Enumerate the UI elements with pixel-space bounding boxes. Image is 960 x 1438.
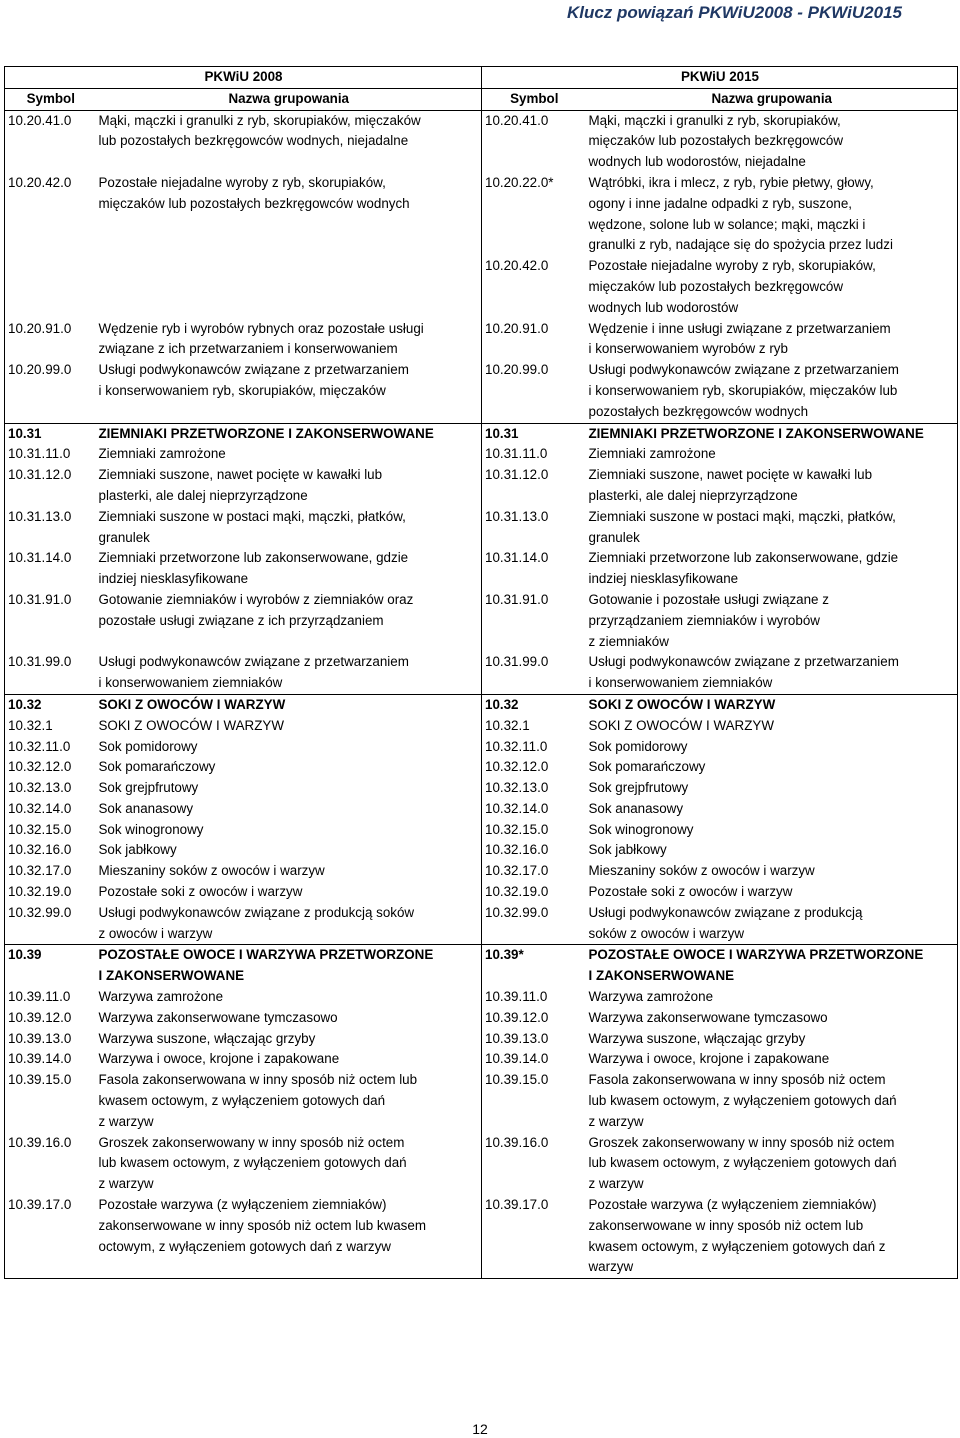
- symbol-2015-cell: 10.39.17.0: [482, 1195, 586, 1279]
- symbol-2015-cell: 10.32.1: [485, 717, 530, 733]
- name-2008-cell: Fasola zakonserwowana w inny sposób niż octem lub kwasem octowym, z wyłączeniem gotowych dań z warzyw: [96, 1070, 482, 1132]
- symbol-2008-cell: 10.32.14.0: [5, 799, 96, 820]
- table-row: [5, 319, 958, 361]
- symbol-2015-cell: 10.39.16.0: [485, 1134, 549, 1150]
- table-row: [5, 1029, 958, 1050]
- symbol-2008-cell: 10.39.16.0: [5, 1133, 96, 1195]
- symbol-2015-cell: 10.20.99.0: [485, 362, 549, 378]
- symbol-2015-cell: 10.31.12.0: [485, 467, 549, 483]
- name-2008-cell: Pozostałe warzywa (z wyłączeniem ziemniaków) zakonserwowane w inny sposób niż octem lub kwasem octowym, z wyłączeniem gotowych dań z warzyw: [96, 1195, 482, 1279]
- name-2008-cell: Ziemniaki zamrożone: [96, 444, 482, 465]
- symbol-2015-cell: 10.31.11.0: [485, 446, 548, 462]
- symbol-2015-cell: 10.32.13.0: [485, 780, 549, 796]
- symbol-2015-cell: 10.39.13.0: [485, 1030, 549, 1046]
- name-2015-cell: Ziemniaki zamrożone: [586, 444, 958, 465]
- table-row: [5, 590, 958, 652]
- name-2008-cell: Sok grejpfrutowy: [96, 778, 482, 799]
- name-2015-cell: Usługi podwykonawców związane z produkcją soków z owoców i warzyw: [586, 903, 958, 945]
- symbol-2015-cell: 10.32.99.0: [485, 904, 549, 920]
- table-row: [5, 507, 958, 549]
- symbol-2015-cell: 10.32: [482, 694, 586, 715]
- symbol-2015-cell: 10.32.16.0: [485, 842, 549, 858]
- column-header-symbol-2008: Symbol: [5, 88, 96, 110]
- document-title: Klucz powiązań PKWiU2008 - PKWiU2015: [566, 3, 902, 22]
- symbol-2008-cell: 10.20.42.0: [5, 173, 96, 319]
- name-2015-cell: Wątróbki, ikra i mlecz, z ryb, rybie płetwy, głowy, ogony i inne jadalne odpadki z ryb, suszone, wędzone, solone lub w solance; mąki, mączki i granulki z ryb, nadające się do spożycia przez ludzi: [586, 173, 958, 256]
- symbol-2008-cell: 10.31.14.0: [5, 548, 96, 590]
- name-2008-cell: SOKI Z OWOCÓW I WARZYW: [96, 716, 482, 737]
- name-2008-cell: Wędzenie ryb i wyrobów rybnych oraz pozostałe usługi związane z ich przetwarzaniem i konserwowaniem: [96, 319, 482, 361]
- symbol-2015-cell: 10.32.14.0: [485, 800, 549, 816]
- symbol-2008-cell: 10.31.91.0: [5, 590, 96, 652]
- symbol-2015-cell: 10.20.91.0: [485, 320, 549, 336]
- table-row: [5, 1133, 958, 1195]
- name-2015-cell: Sok jabłkowy: [586, 840, 958, 861]
- symbol-2015-cell: 10.39.11.0: [485, 989, 548, 1005]
- symbol-2008-cell: 10.39.12.0: [5, 1008, 96, 1029]
- name-2015-cell: Mąki, mączki i granulki z ryb, skorupiaków, mięczaków lub pozostałych bezkręgowców wodnych lub wodorostów, niejadalne: [586, 110, 958, 173]
- name-2015-cell: Pozostałe soki z owoców i warzyw: [586, 882, 958, 903]
- table-row: [5, 548, 958, 590]
- table-row: [5, 694, 958, 715]
- table-row: [5, 716, 958, 737]
- name-2008-cell: Usługi podwykonawców związane z produkcją soków z owoców i warzyw: [96, 903, 482, 945]
- symbol-2015-cell: 10.39.15.0: [485, 1072, 549, 1088]
- name-2008-cell: Warzywa i owoce, krojone i zapakowane: [96, 1049, 482, 1070]
- table-row: [5, 987, 958, 1008]
- symbol-2008-cell: 10.32.13.0: [5, 778, 96, 799]
- table-row: [5, 778, 958, 799]
- name-2015-cell: Gotowanie i pozostałe usługi związane z przyrządzaniem ziemniaków i wyrobów z ziemniaków: [586, 590, 958, 652]
- group-header-2015: PKWiU 2015: [482, 67, 958, 89]
- name-2008-cell: Sok pomarańczowy: [96, 757, 482, 778]
- symbol-2008-cell: 10.20.99.0: [5, 360, 96, 423]
- column-header-symbol-2015: Symbol: [482, 88, 586, 110]
- name-2008-cell: Ziemniaki suszone, nawet pocięte w kawałki lub plasterki, ale dalej nieprzyrządzone: [96, 465, 482, 507]
- name-2015-cell: Sok ananasowy: [586, 799, 958, 820]
- name-2015-cell: Ziemniaki przetworzone lub zakonserwowane, gdzie indziej niesklasyfikowane: [586, 548, 958, 590]
- name-2008-cell: Warzywa suszone, włączając grzyby: [96, 1029, 482, 1050]
- name-2008-cell: Usługi podwykonawców związane z przetwarzaniem i konserwowaniem ryb, skorupiaków, mięczaków: [96, 360, 482, 423]
- name-2015-cell: Warzywa zamrożone: [586, 987, 958, 1008]
- symbol-2008-cell: 10.20.91.0: [5, 319, 96, 361]
- symbol-2015-cell: 10.32.19.0: [485, 884, 549, 900]
- table-row: [5, 840, 958, 861]
- page-header: [0, 0, 960, 28]
- symbol-2008-cell: 10.20.41.0: [5, 110, 96, 173]
- table-row: [5, 799, 958, 820]
- symbol-2008-cell: 10.32.12.0: [5, 757, 96, 778]
- name-2008-cell: Pozostałe soki z owoców i warzyw: [96, 882, 482, 903]
- symbol-2008-cell: 10.32.17.0: [5, 861, 96, 882]
- table-row: [5, 861, 958, 882]
- name-2015-cell: Pozostałe niejadalne wyroby z ryb, skorupiaków, mięczaków lub pozostałych bezkręgowców wodnych lub wodorostów: [586, 256, 958, 318]
- symbol-2015-cell: 10.39.14.0: [485, 1051, 549, 1067]
- name-2008-cell: Mąki, mączki i granulki z ryb, skorupiaków, mięczaków lub pozostałych bezkręgowców wodnych, niejadalne: [96, 110, 482, 173]
- symbol-2008-cell: 10.31.12.0: [5, 465, 96, 507]
- column-header-name-2008: Nazwa grupowania: [96, 88, 482, 110]
- name-2015-cell: SOKI Z OWOCÓW I WARZYW: [586, 716, 958, 737]
- symbol-2015-cell: 10.31.91.0: [485, 591, 549, 607]
- name-2015-cell: Ziemniaki suszone, nawet pocięte w kawałki lub plasterki, ale dalej nieprzyrządzone: [586, 465, 958, 507]
- symbol-2008-cell: 10.32.19.0: [5, 882, 96, 903]
- table-row: [5, 903, 958, 945]
- table-row: [5, 173, 958, 256]
- table-body: [5, 110, 958, 1279]
- table-row: [5, 1195, 958, 1279]
- table-row: [5, 882, 958, 903]
- table-row: [5, 737, 958, 758]
- symbol-2015-cell: 10.20.22.0*: [485, 174, 554, 190]
- name-2008-cell: Groszek zakonserwowany w inny sposób niż octem lub kwasem octowym, z wyłączeniem gotowych dań z warzyw: [96, 1133, 482, 1195]
- name-2008-cell: Sok ananasowy: [96, 799, 482, 820]
- name-2015-cell: ZIEMNIAKI PRZETWORZONE I ZAKONSERWOWANE: [586, 423, 958, 444]
- table-row: [5, 110, 958, 173]
- table-row: [5, 465, 958, 507]
- symbol-2008-cell: 10.32.16.0: [5, 840, 96, 861]
- name-2008-cell: Sok pomidorowy: [96, 737, 482, 758]
- table-row: [5, 1049, 958, 1070]
- symbol-2008-cell: 10.39.14.0: [5, 1049, 96, 1070]
- name-2015-cell: Usługi podwykonawców związane z przetwarzaniem i konserwowaniem ryb, skorupiaków, mięczaków lub pozostałych bezkręgowców wodnych: [586, 360, 958, 423]
- table-row: [5, 1070, 958, 1132]
- symbol-2015-cell: 10.31: [482, 423, 586, 444]
- name-2008-cell: Ziemniaki przetworzone lub zakonserwowane, gdzie indziej niesklasyfikowane: [96, 548, 482, 590]
- symbol-2015-cell: 10.31.14.0: [485, 550, 549, 566]
- symbol-2008-cell: 10.32.1: [5, 716, 96, 737]
- symbol-2008-cell: 10.32.99.0: [5, 903, 96, 945]
- name-2015-cell: Warzywa zakonserwowane tymczasowo: [586, 1008, 958, 1029]
- symbol-2015-cell: 10.39.12.0: [485, 1009, 549, 1025]
- symbol-2008-cell: 10.31.13.0: [5, 507, 96, 549]
- name-2015-cell: Sok winogronowy: [586, 820, 958, 841]
- table-row: [5, 652, 958, 694]
- symbol-2015-cell: 10.32.17.0: [485, 863, 549, 879]
- name-2015-cell: SOKI Z OWOCÓW I WARZYW: [586, 694, 958, 715]
- table-row: [5, 1008, 958, 1029]
- name-2015-cell: Warzywa i owoce, krojone i zapakowane: [586, 1049, 958, 1070]
- name-2008-cell: SOKI Z OWOCÓW I WARZYW: [96, 694, 482, 715]
- mapping-table: [4, 66, 958, 1279]
- table-row: [5, 820, 958, 841]
- group-header-row: [5, 67, 958, 89]
- name-2008-cell: Sok jabłkowy: [96, 840, 482, 861]
- name-2008-cell: POZOSTAŁE OWOCE I WARZYWA PRZETWORZONE I ZAKONSERWOWANE: [96, 945, 482, 987]
- symbol-2008-cell: 10.39: [5, 945, 96, 987]
- name-2015-cell: Mieszaniny soków z owoców i warzyw: [586, 861, 958, 882]
- symbol-2015-cell: 10.32.11.0: [485, 738, 548, 754]
- table-row: [5, 423, 958, 444]
- symbol-2008-cell: 10.39.11.0: [5, 987, 96, 1008]
- group-header-2008: PKWiU 2008: [5, 67, 482, 89]
- table-row: [5, 757, 958, 778]
- name-2015-cell: Sok pomarańczowy: [586, 757, 958, 778]
- name-2008-cell: Ziemniaki suszone w postaci mąki, mączki, płatków, granulek: [96, 507, 482, 549]
- symbol-2008-cell: 10.31: [5, 423, 96, 444]
- symbol-2015-cell: 10.32.15.0: [485, 821, 549, 837]
- name-2015-cell: Warzywa suszone, włączając grzyby: [586, 1029, 958, 1050]
- symbol-2015-cell: 10.31.99.0: [485, 654, 549, 670]
- table-row: [5, 360, 958, 423]
- name-2015-cell: Wędzenie i inne usługi związane z przetwarzaniem i konserwowaniem wyrobów z ryb: [586, 319, 958, 361]
- symbol-2008-cell: 10.32: [5, 694, 96, 715]
- name-2008-cell: ZIEMNIAKI PRZETWORZONE I ZAKONSERWOWANE: [96, 423, 482, 444]
- symbol-2008-cell: 10.39.13.0: [5, 1029, 96, 1050]
- symbol-2015-cell: 10.20.41.0: [485, 112, 549, 128]
- name-2015-cell: Groszek zakonserwowany w inny sposób niż octem lub kwasem octowym, z wyłączeniem gotowych dań z warzyw: [586, 1133, 958, 1195]
- table-row: [5, 444, 958, 465]
- column-header-name-2015: Nazwa grupowania: [586, 88, 958, 110]
- symbol-2008-cell: 10.39.15.0: [5, 1070, 96, 1132]
- symbol-2008-cell: 10.31.99.0: [5, 652, 96, 694]
- name-2008-cell: Gotowanie ziemniaków i wyrobów z ziemniaków oraz pozostałe usługi związane z ich przyrządzaniem: [96, 590, 482, 652]
- column-header-row: [5, 88, 958, 110]
- name-2015-cell: Sok pomidorowy: [586, 737, 958, 758]
- page-number: 12: [472, 1421, 488, 1437]
- symbol-2008-cell: 10.32.11.0: [5, 737, 96, 758]
- symbol-2015-cell: 10.31.13.0: [485, 508, 549, 524]
- name-2015-cell: POZOSTAŁE OWOCE I WARZYWA PRZETWORZONE I ZAKONSERWOWANE: [586, 945, 958, 987]
- symbol-2008-cell: 10.32.15.0: [5, 820, 96, 841]
- name-2008-cell: Usługi podwykonawców związane z przetwarzaniem i konserwowaniem ziemniaków: [96, 652, 482, 694]
- name-2008-cell: Pozostałe niejadalne wyroby z ryb, skorupiaków, mięczaków lub pozostałych bezkręgowców wodnych: [96, 173, 482, 319]
- symbol-2015-cell: 10.20.42.0: [485, 258, 549, 274]
- name-2015-cell: Pozostałe warzywa (z wyłączeniem ziemniaków) zakonserwowane w inny sposób niż octem lub kwasem octowym, z wyłączeniem gotowych dań z warzyw: [586, 1195, 958, 1279]
- symbol-2008-cell: 10.39.17.0: [5, 1195, 96, 1279]
- name-2015-cell: Sok grejpfrutowy: [586, 778, 958, 799]
- name-2008-cell: Sok winogronowy: [96, 820, 482, 841]
- table-row: [5, 945, 958, 987]
- symbol-2008-cell: 10.31.11.0: [5, 444, 96, 465]
- symbol-2015-cell: 10.39*: [482, 945, 586, 987]
- name-2008-cell: Warzywa zamrożone: [96, 987, 482, 1008]
- name-2015-cell: Fasola zakonserwowana w inny sposób niż octem lub kwasem octowym, z wyłączeniem gotowych dań z warzyw: [586, 1070, 958, 1132]
- symbol-2015-cell: 10.32.12.0: [485, 759, 549, 775]
- name-2015-cell: Usługi podwykonawców związane z przetwarzaniem i konserwowaniem ziemniaków: [586, 652, 958, 694]
- name-2015-cell: Ziemniaki suszone w postaci mąki, mączki, płatków, granulek: [586, 507, 958, 549]
- name-2008-cell: Mieszaniny soków z owoców i warzyw: [96, 861, 482, 882]
- name-2008-cell: Warzywa zakonserwowane tymczasowo: [96, 1008, 482, 1029]
